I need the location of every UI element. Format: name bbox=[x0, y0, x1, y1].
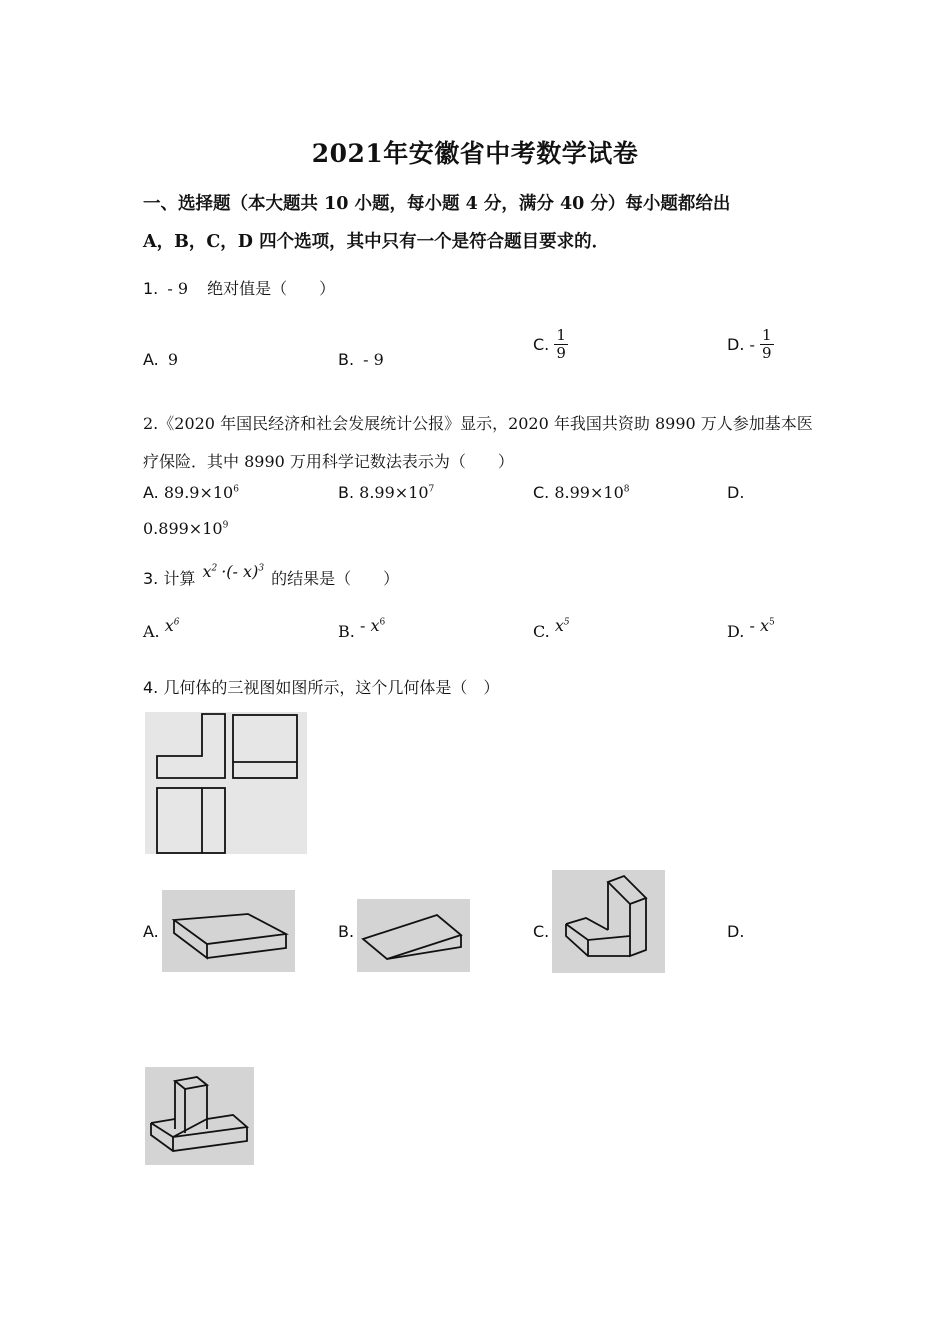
question-1-expression: - 9 bbox=[167, 279, 189, 298]
page-title: 2021年安徽省中考数学试卷 bbox=[311, 139, 639, 168]
q4-option-b-label: B. bbox=[338, 922, 355, 941]
q3-option-d: D. - $x^5$ bbox=[727, 616, 775, 641]
fraction: $\frac{1}{9}$ bbox=[556, 326, 566, 362]
q4-option-b-figure bbox=[357, 899, 470, 972]
question-1 bbox=[143, 276, 335, 299]
q3-option-c: C. $x^5$ bbox=[533, 616, 570, 641]
three-view-figure bbox=[145, 712, 307, 854]
question-3: 3. 计算 $x^2$ ·(- x)$^3$ 的结果是（ ） bbox=[143, 562, 400, 588]
question-4: 4. 几何体的三视图如图所示，这个几何体是（ ） bbox=[143, 678, 500, 697]
q4-option-a-label: A. bbox=[143, 922, 159, 941]
q2-option-b: B. $8.99\times 10^7$ bbox=[338, 483, 435, 502]
q4-option-a-figure bbox=[162, 890, 295, 972]
q4-option-c-label: C. bbox=[533, 922, 550, 941]
q4-option-d-label: D. bbox=[727, 922, 745, 941]
q3-option-b: B. - $x^6$ bbox=[338, 616, 386, 641]
q4-option-d-figure bbox=[145, 1067, 254, 1165]
q3-option-a: A. $x^6$ bbox=[143, 616, 180, 641]
question-3-text: 的结果是（ ） bbox=[271, 569, 400, 588]
q4-option-c-figure bbox=[552, 870, 665, 973]
q2-option-a: A. $89.9\times 10^6$ bbox=[143, 483, 239, 502]
q1-option-d: D. - $\frac{1}{9}$ bbox=[727, 326, 772, 362]
question-1-number: 1. bbox=[143, 279, 159, 298]
fraction: $\frac{1}{9}$ bbox=[762, 326, 772, 362]
q1-option-b: B. - 9 bbox=[338, 350, 384, 369]
question-2-line1: 2.《2020 年国民经济和社会发展统计公报》显示，2020 年我国共资助 8990 万人参加基本医 bbox=[143, 414, 813, 433]
q2-option-d-label: D. bbox=[727, 483, 745, 502]
q2-option-c: C. $8.99\times 10^8$ bbox=[533, 483, 630, 502]
q2-option-d-value: $0.899\times 10^9$ bbox=[143, 519, 229, 538]
q1-option-a: A. 9 bbox=[143, 350, 179, 369]
section-heading-line2: A，B，C，D 四个选项，其中只有一个是符合题目要求的． bbox=[143, 232, 610, 252]
question-1-text: 绝对值是（ ） bbox=[207, 279, 336, 298]
question-3-expression: $x^2$ ·(- x)$^3$ bbox=[202, 562, 265, 581]
section-heading-line1: 一、选择题（本大题共 10 小题，每小题 4 分，满分 40 分）每小题都给出 bbox=[143, 194, 731, 214]
q1-option-c: C. $\frac{1}{9}$ bbox=[533, 326, 566, 362]
question-2-line2: 疗保险．其中 8990 万用科学记数法表示为（ ） bbox=[143, 452, 514, 471]
